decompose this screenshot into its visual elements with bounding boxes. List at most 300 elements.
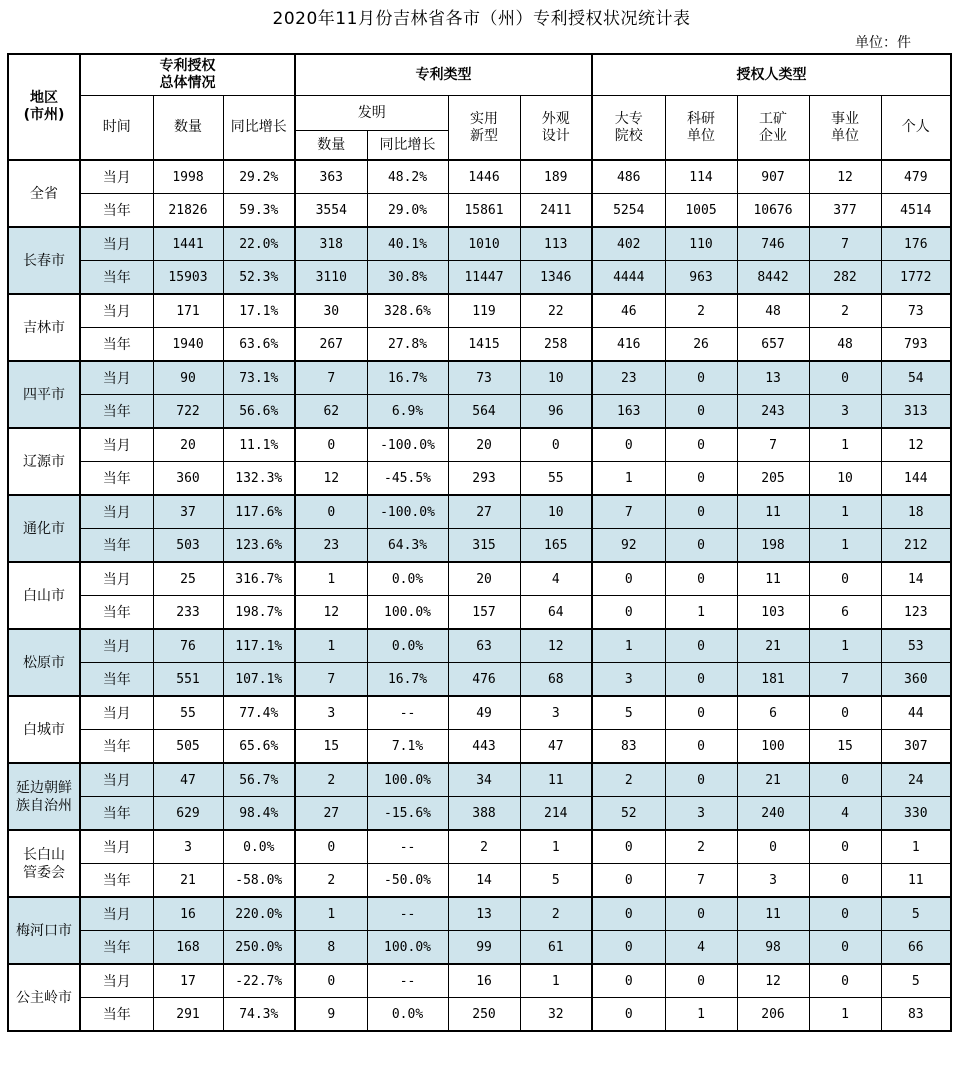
value-cell: 15: [809, 730, 881, 764]
value-cell: 0: [295, 428, 367, 462]
value-cell: 9: [295, 998, 367, 1032]
header-design: [520, 96, 592, 161]
value-cell: 48: [809, 328, 881, 362]
region-name: 四平市: [8, 361, 80, 428]
value-cell: 113: [520, 227, 592, 261]
value-cell: 8442: [737, 261, 809, 295]
value-cell: 0.0%: [367, 629, 448, 663]
value-cell: 1: [295, 629, 367, 663]
value-cell: 2: [448, 830, 520, 864]
header-institution: [809, 96, 881, 161]
value-cell: 416: [592, 328, 665, 362]
value-cell: 163: [592, 395, 665, 429]
value-cell: 76: [153, 629, 223, 663]
value-cell: 11: [737, 495, 809, 529]
value-cell: 21: [737, 629, 809, 663]
value-cell: 212: [881, 529, 951, 563]
value-cell: 3110: [295, 261, 367, 295]
value-cell: 0: [809, 696, 881, 730]
value-cell: 1: [295, 897, 367, 931]
value-cell: 198.7%: [223, 596, 295, 630]
header-time: 时间: [80, 96, 153, 161]
value-cell: 12: [881, 428, 951, 462]
period-cell: 当年: [80, 998, 153, 1032]
value-cell: 30.8%: [367, 261, 448, 295]
header-research: [665, 96, 737, 161]
table-row: [8, 596, 951, 630]
header-utility: [448, 96, 520, 161]
value-cell: 1: [520, 830, 592, 864]
page-title: 2020年11月份吉林省各市（州）专利授权状况统计表: [272, 9, 691, 29]
period-cell: 当年: [80, 730, 153, 764]
header-invention-yoy: 同比增长: [367, 131, 448, 161]
header-invention: 发明: [295, 96, 448, 131]
value-cell: 315: [448, 529, 520, 563]
value-cell: 53: [881, 629, 951, 663]
value-cell: 11: [737, 562, 809, 596]
table-row: [8, 227, 951, 261]
value-cell: 0.0%: [367, 998, 448, 1032]
value-cell: 15903: [153, 261, 223, 295]
value-cell: 2: [295, 763, 367, 797]
value-cell: 402: [592, 227, 665, 261]
value-cell: 0: [809, 897, 881, 931]
value-cell: 110: [665, 227, 737, 261]
header-institution-text: 事业 单位: [831, 110, 860, 144]
value-cell: 443: [448, 730, 520, 764]
value-cell: 0: [592, 998, 665, 1032]
value-cell: 132.3%: [223, 462, 295, 496]
value-cell: 100.0%: [367, 596, 448, 630]
value-cell: 14: [881, 562, 951, 596]
period-cell: 当年: [80, 462, 153, 496]
value-cell: 0: [809, 964, 881, 998]
value-cell: 176: [881, 227, 951, 261]
value-cell: 47: [520, 730, 592, 764]
region-name: 延边朝鲜 族自治州: [8, 763, 80, 830]
value-cell: 657: [737, 328, 809, 362]
value-cell: 206: [737, 998, 809, 1032]
value-cell: 793: [881, 328, 951, 362]
period-cell: 当月: [80, 897, 153, 931]
value-cell: 20: [448, 562, 520, 596]
value-cell: 0: [592, 931, 665, 965]
value-cell: 22: [520, 294, 592, 328]
value-cell: 16.7%: [367, 663, 448, 697]
period-cell: 当月: [80, 160, 153, 194]
value-cell: 5254: [592, 194, 665, 228]
value-cell: 11: [520, 763, 592, 797]
value-cell: 1010: [448, 227, 520, 261]
table-row: [8, 897, 951, 931]
table-body: [8, 160, 951, 1031]
value-cell: 7: [592, 495, 665, 529]
value-cell: 56.7%: [223, 763, 295, 797]
period-cell: 当月: [80, 428, 153, 462]
value-cell: 4444: [592, 261, 665, 295]
value-cell: 157: [448, 596, 520, 630]
table-row: [8, 797, 951, 831]
value-cell: -45.5%: [367, 462, 448, 496]
value-cell: 100.0%: [367, 931, 448, 965]
value-cell: 20: [153, 428, 223, 462]
value-cell: 1: [809, 529, 881, 563]
period-cell: 当年: [80, 931, 153, 965]
value-cell: 10: [809, 462, 881, 496]
value-cell: 629: [153, 797, 223, 831]
value-cell: 0: [295, 830, 367, 864]
value-cell: 3: [665, 797, 737, 831]
value-cell: 3: [153, 830, 223, 864]
value-cell: 12: [295, 596, 367, 630]
value-cell: 291: [153, 998, 223, 1032]
value-cell: 3: [295, 696, 367, 730]
value-cell: 0: [295, 495, 367, 529]
value-cell: 0: [809, 864, 881, 898]
table-row: [8, 529, 951, 563]
value-cell: 328.6%: [367, 294, 448, 328]
header-group-total: [80, 54, 295, 96]
period-cell: 当年: [80, 663, 153, 697]
value-cell: 73: [881, 294, 951, 328]
table-row: [8, 663, 951, 697]
value-cell: 0: [665, 730, 737, 764]
value-cell: 316.7%: [223, 562, 295, 596]
value-cell: 282: [809, 261, 881, 295]
value-cell: 40.1%: [367, 227, 448, 261]
region-name: 公主岭市: [8, 964, 80, 1031]
value-cell: 54: [881, 361, 951, 395]
table-row: [8, 830, 951, 864]
period-cell: 当月: [80, 227, 153, 261]
value-cell: 1: [665, 596, 737, 630]
value-cell: 1415: [448, 328, 520, 362]
period-cell: 当年: [80, 596, 153, 630]
value-cell: 103: [737, 596, 809, 630]
value-cell: 1: [520, 964, 592, 998]
value-cell: 250.0%: [223, 931, 295, 965]
value-cell: 198: [737, 529, 809, 563]
value-cell: 55: [153, 696, 223, 730]
table-row: [8, 428, 951, 462]
value-cell: 1: [881, 830, 951, 864]
value-cell: 1: [295, 562, 367, 596]
value-cell: 100: [737, 730, 809, 764]
header-college: [592, 96, 665, 161]
value-cell: 0: [665, 462, 737, 496]
value-cell: 4: [665, 931, 737, 965]
value-cell: 0: [809, 763, 881, 797]
value-cell: 165: [520, 529, 592, 563]
table-row: [8, 562, 951, 596]
value-cell: 29.2%: [223, 160, 295, 194]
value-cell: 1: [592, 462, 665, 496]
header-design-text: 外观 设计: [541, 110, 570, 144]
value-cell: 68: [520, 663, 592, 697]
value-cell: -100.0%: [367, 495, 448, 529]
value-cell: 14: [448, 864, 520, 898]
value-cell: 117.6%: [223, 495, 295, 529]
value-cell: -50.0%: [367, 864, 448, 898]
value-cell: 92: [592, 529, 665, 563]
value-cell: 63: [448, 629, 520, 663]
table-row: [8, 495, 951, 529]
value-cell: 330: [881, 797, 951, 831]
value-cell: -15.6%: [367, 797, 448, 831]
value-cell: 77.4%: [223, 696, 295, 730]
value-cell: 62: [295, 395, 367, 429]
value-cell: 7.1%: [367, 730, 448, 764]
value-cell: 64: [520, 596, 592, 630]
value-cell: 3: [737, 864, 809, 898]
value-cell: 47: [153, 763, 223, 797]
period-cell: 当月: [80, 629, 153, 663]
value-cell: 0: [592, 897, 665, 931]
unit-label: 单位：件: [855, 35, 911, 51]
value-cell: 32: [520, 998, 592, 1032]
value-cell: 722: [153, 395, 223, 429]
value-cell: 4: [520, 562, 592, 596]
value-cell: --: [367, 696, 448, 730]
value-cell: 0: [665, 395, 737, 429]
value-cell: 267: [295, 328, 367, 362]
value-cell: 6: [737, 696, 809, 730]
value-cell: 144: [881, 462, 951, 496]
period-cell: 当年: [80, 194, 153, 228]
value-cell: 3: [809, 395, 881, 429]
value-cell: --: [367, 897, 448, 931]
value-cell: 0: [665, 964, 737, 998]
value-cell: 3554: [295, 194, 367, 228]
header-industry-text: 工矿 企业: [759, 110, 788, 144]
value-cell: 214: [520, 797, 592, 831]
value-cell: 27: [448, 495, 520, 529]
value-cell: 0: [809, 562, 881, 596]
value-cell: 0: [809, 931, 881, 965]
value-cell: 30: [295, 294, 367, 328]
value-cell: 123.6%: [223, 529, 295, 563]
header-group-grantee: 授权人类型: [592, 54, 951, 96]
patent-statistics-table: [7, 53, 952, 1032]
value-cell: 2: [665, 294, 737, 328]
value-cell: 11.1%: [223, 428, 295, 462]
table-row: [8, 964, 951, 998]
header-college-text: 大专 院校: [614, 110, 643, 144]
value-cell: 52: [592, 797, 665, 831]
value-cell: --: [367, 964, 448, 998]
period-cell: 当月: [80, 830, 153, 864]
value-cell: 0: [665, 428, 737, 462]
value-cell: 360: [881, 663, 951, 697]
value-cell: 6: [809, 596, 881, 630]
value-cell: 0: [665, 763, 737, 797]
period-cell: 当年: [80, 328, 153, 362]
table-row: [8, 294, 951, 328]
region-name: 长白山 管委会: [8, 830, 80, 897]
value-cell: 1005: [665, 194, 737, 228]
value-cell: 83: [881, 998, 951, 1032]
value-cell: 0: [665, 562, 737, 596]
period-cell: 当年: [80, 261, 153, 295]
period-cell: 当月: [80, 361, 153, 395]
value-cell: 1772: [881, 261, 951, 295]
value-cell: 7: [809, 663, 881, 697]
value-cell: 90: [153, 361, 223, 395]
value-cell: 13: [448, 897, 520, 931]
value-cell: 476: [448, 663, 520, 697]
header-group-type: 专利类型: [295, 54, 592, 96]
table-row: [8, 160, 951, 194]
period-cell: 当月: [80, 495, 153, 529]
value-cell: 258: [520, 328, 592, 362]
value-cell: 55: [520, 462, 592, 496]
value-cell: 0: [592, 596, 665, 630]
table-row: [8, 361, 951, 395]
table-row: [8, 696, 951, 730]
value-cell: 17.1%: [223, 294, 295, 328]
value-cell: 7: [295, 663, 367, 697]
period-cell: 当月: [80, 763, 153, 797]
value-cell: 66: [881, 931, 951, 965]
value-cell: 318: [295, 227, 367, 261]
header-industry: [737, 96, 809, 161]
value-cell: 73: [448, 361, 520, 395]
value-cell: 18: [881, 495, 951, 529]
value-cell: 5: [520, 864, 592, 898]
value-cell: 96: [520, 395, 592, 429]
value-cell: 64.3%: [367, 529, 448, 563]
value-cell: 24: [881, 763, 951, 797]
value-cell: 13: [737, 361, 809, 395]
value-cell: 23: [592, 361, 665, 395]
value-cell: 1: [592, 629, 665, 663]
table-row: [8, 629, 951, 663]
value-cell: 7: [809, 227, 881, 261]
value-cell: 1446: [448, 160, 520, 194]
value-cell: 114: [665, 160, 737, 194]
value-cell: 15861: [448, 194, 520, 228]
value-cell: 48.2%: [367, 160, 448, 194]
value-cell: 233: [153, 596, 223, 630]
value-cell: 2: [665, 830, 737, 864]
period-cell: 当月: [80, 696, 153, 730]
value-cell: 1: [809, 428, 881, 462]
header-research-text: 科研 单位: [687, 110, 716, 144]
region-name: 全省: [8, 160, 80, 227]
value-cell: 313: [881, 395, 951, 429]
table-row: [8, 261, 951, 295]
value-cell: 21826: [153, 194, 223, 228]
value-cell: 34: [448, 763, 520, 797]
value-cell: 1998: [153, 160, 223, 194]
period-cell: 当年: [80, 395, 153, 429]
value-cell: 293: [448, 462, 520, 496]
value-cell: 5: [881, 964, 951, 998]
value-cell: 0: [665, 495, 737, 529]
value-cell: 0: [592, 830, 665, 864]
period-cell: 当月: [80, 964, 153, 998]
value-cell: 1346: [520, 261, 592, 295]
table-row: [8, 730, 951, 764]
value-cell: 11: [737, 897, 809, 931]
value-cell: 2: [592, 763, 665, 797]
table-row: [8, 194, 951, 228]
value-cell: 505: [153, 730, 223, 764]
value-cell: 0: [665, 529, 737, 563]
value-cell: 20: [448, 428, 520, 462]
value-cell: -100.0%: [367, 428, 448, 462]
value-cell: 0: [665, 696, 737, 730]
table-row: [8, 931, 951, 965]
value-cell: 1: [665, 998, 737, 1032]
value-cell: 2: [809, 294, 881, 328]
value-cell: 26: [665, 328, 737, 362]
value-cell: 21: [153, 864, 223, 898]
period-cell: 当月: [80, 562, 153, 596]
region-name: 白山市: [8, 562, 80, 629]
value-cell: 181: [737, 663, 809, 697]
value-cell: 907: [737, 160, 809, 194]
value-cell: 65.6%: [223, 730, 295, 764]
table-row: [8, 462, 951, 496]
value-cell: 15: [295, 730, 367, 764]
value-cell: 21: [737, 763, 809, 797]
header-individual: 个人: [881, 96, 951, 161]
value-cell: 12: [809, 160, 881, 194]
value-cell: 250: [448, 998, 520, 1032]
value-cell: 171: [153, 294, 223, 328]
table-row: [8, 998, 951, 1032]
value-cell: 7: [295, 361, 367, 395]
value-cell: 29.0%: [367, 194, 448, 228]
value-cell: 0: [665, 361, 737, 395]
value-cell: 0.0%: [223, 830, 295, 864]
value-cell: 243: [737, 395, 809, 429]
value-cell: 98: [737, 931, 809, 965]
value-cell: 117.1%: [223, 629, 295, 663]
value-cell: 3: [520, 696, 592, 730]
header-utility-text: 实用 新型: [470, 110, 499, 144]
region-name: 白城市: [8, 696, 80, 763]
value-cell: 63.6%: [223, 328, 295, 362]
value-cell: 12: [295, 462, 367, 496]
value-cell: 1441: [153, 227, 223, 261]
value-cell: 307: [881, 730, 951, 764]
value-cell: 5: [592, 696, 665, 730]
table-row: [8, 763, 951, 797]
table-row: [8, 395, 951, 429]
region-name: 梅河口市: [8, 897, 80, 964]
value-cell: 2: [295, 864, 367, 898]
value-cell: 10: [520, 495, 592, 529]
value-cell: 4: [809, 797, 881, 831]
region-name: 松原市: [8, 629, 80, 696]
value-cell: 59.3%: [223, 194, 295, 228]
value-cell: 388: [448, 797, 520, 831]
value-cell: 61: [520, 931, 592, 965]
value-cell: 100.0%: [367, 763, 448, 797]
value-cell: 107.1%: [223, 663, 295, 697]
region-name: 通化市: [8, 495, 80, 562]
value-cell: -58.0%: [223, 864, 295, 898]
value-cell: -22.7%: [223, 964, 295, 998]
table-row: [8, 328, 951, 362]
value-cell: 1: [809, 998, 881, 1032]
value-cell: 746: [737, 227, 809, 261]
value-cell: 22.0%: [223, 227, 295, 261]
value-cell: 363: [295, 160, 367, 194]
region-name: 辽源市: [8, 428, 80, 495]
